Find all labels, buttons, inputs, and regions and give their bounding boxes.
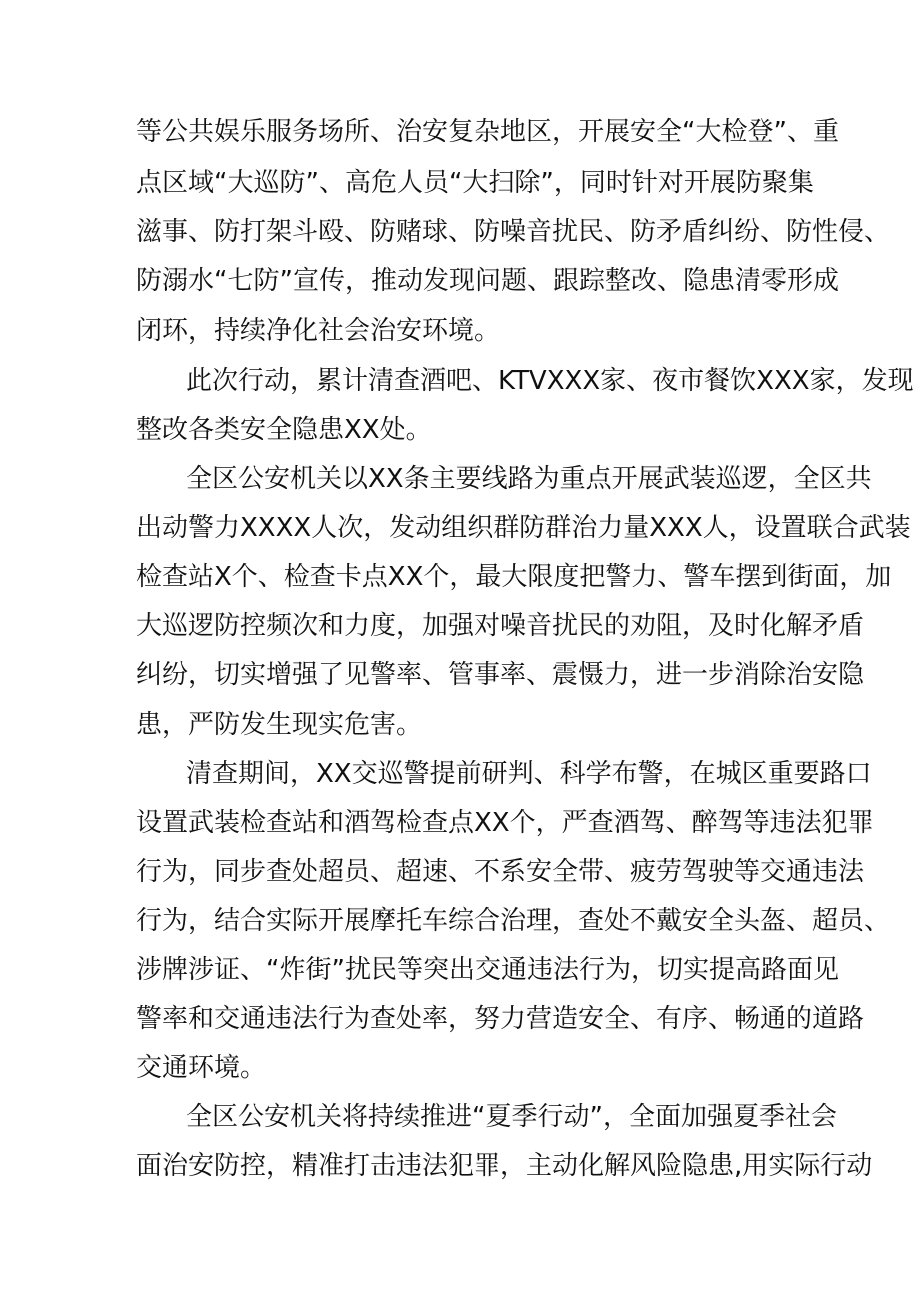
body-text-line: 纠纷，切实增强了见警率、管事率、震慑力，进一步消除治安隐 — [136, 660, 865, 690]
body-text-line: 闭环，持续净化社会治安环境。 — [136, 316, 501, 346]
body-text-line: 行为，结合实际开展摩托车综合治理，查处不戴安全头盔、超员、 — [136, 906, 891, 936]
body-text-line: 警率和交通违法行为查处率，努力营造安全、有序、畅通的道路 — [136, 1004, 865, 1034]
body-text-line: 全区公安机关将持续推进“夏季行动”，全面加强夏季社会 — [186, 1102, 837, 1132]
body-text-line: 清查期间，XX交巡警提前研判、科学布警，在城区重要路口 — [186, 759, 872, 789]
body-text-line: 点区域“大巡防”、高危人员“大扫除”，同时针对开展防聚集 — [136, 168, 814, 198]
body-text-line: 滋事、防打架斗殴、防赌球、防噪音扰民、防矛盾纠纷、防性侵、 — [136, 217, 891, 247]
body-text-line: 此次行动，累计清查酒吧、KTVXXX家、夜市餐饮XXX家，发现 — [186, 366, 914, 396]
body-text-line: 防溺水“七防”宣传，推动发现问题、跟踪整改、隐患清零形成 — [136, 266, 839, 296]
body-text-line: 交通环境。 — [136, 1053, 267, 1083]
body-text-line: 设置武装检查站和酒驾检查点XX个，严查酒驾、醉驾等违法犯罪 — [136, 808, 874, 838]
body-text-line: 行为，同步查处超员、超速、不系安全带、疲劳驾驶等交通违法 — [136, 857, 865, 887]
body-text-line: 出动警力XXXX人次，发动组织群防群治力量XXX人，设置联合武装 — [136, 513, 911, 543]
body-text-line: 等公共娱乐服务场所、治安复杂地区，开展安全“大检登”、重 — [136, 117, 839, 147]
body-text-line: 检查站X个、检查卡点XX个，最大限度把警力、警车摆到街面，加 — [136, 562, 892, 592]
body-text-line: 患，严防发生现实危害。 — [136, 710, 423, 740]
body-text-line: 大巡逻防控频次和力度，加强对噪音扰民的劝阻，及时化解矛盾 — [136, 611, 865, 641]
body-text-line: 涉牌涉证、“炸街”扰民等突出交通违法行为，切实提高路面见 — [136, 955, 839, 985]
body-text-line: 面治安防控，精准打击违法犯罪，主动化解风险隐患,用实际行动 — [136, 1151, 873, 1181]
body-text-line: 全区公安机关以XX条主要线路为重点开展武装巡逻，全区共 — [186, 464, 872, 494]
body-text-line: 整改各类安全隐患XX处。 — [136, 415, 432, 445]
